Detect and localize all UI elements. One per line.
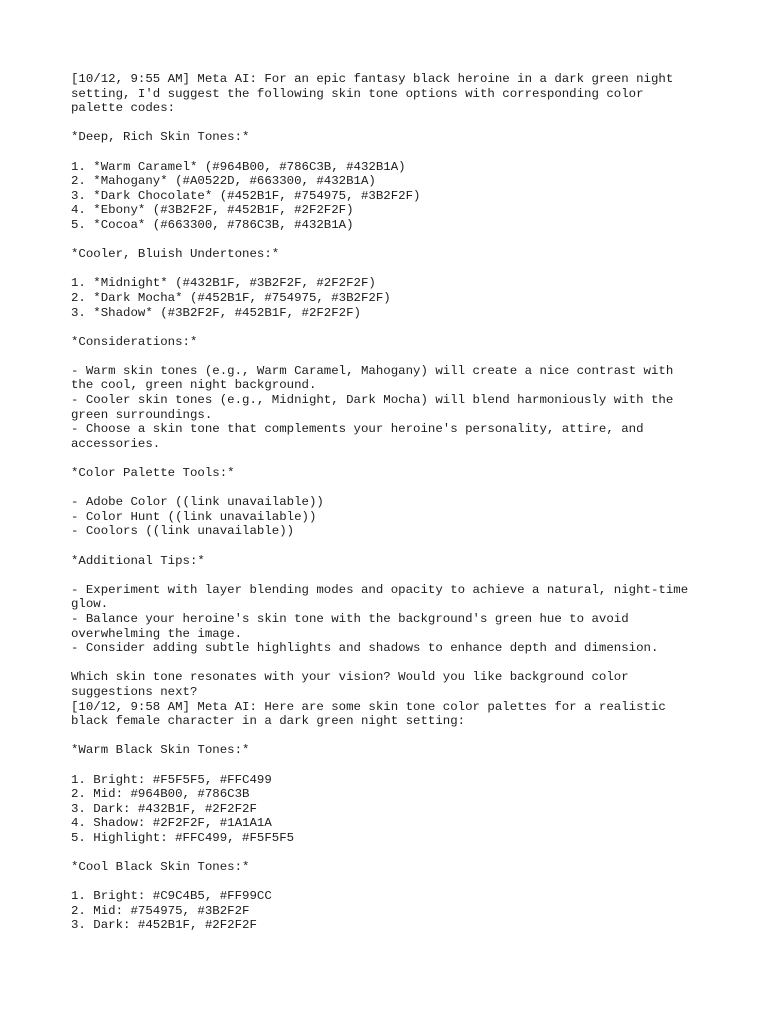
text-line: 3. *Shadow* (#3B2F2F, #452B1F, #2F2F2F) xyxy=(71,305,361,320)
text-line: - Warm skin tones (e.g., Warm Caramel, Mahogany) will create a nice contrast with xyxy=(71,363,674,378)
text-line: palette codes: xyxy=(71,101,176,116)
text-line xyxy=(71,320,731,335)
text-line: glow. xyxy=(71,597,109,612)
text-line: 2. Mid: #754975, #3B2F2F xyxy=(71,903,250,918)
text-line: suggestions next? xyxy=(71,684,198,699)
text-line: 4. *Ebony* (#3B2F2F, #452B1F, #2F2F2F) xyxy=(71,203,354,218)
text-line: - Cooler skin tones (e.g., Midnight, Dark Mocha) will blend harmoniously with the xyxy=(71,393,674,408)
text-line: 1. *Warm Caramel* (#964B00, #786C3B, #432B1A) xyxy=(71,159,406,174)
text-line xyxy=(71,451,731,466)
text-line: *Considerations:* xyxy=(71,334,198,349)
text-line xyxy=(71,262,731,277)
text-line xyxy=(71,233,731,248)
text-line xyxy=(71,845,731,860)
text-line: - Color Hunt ((link unavailable)) xyxy=(71,509,317,524)
text-line: [10/12, 9:55 AM] Meta AI: For an epic fantasy black heroine in a dark green night xyxy=(71,72,674,86)
text-line: - Balance your heroine's skin tone with the background's green hue to avoid xyxy=(71,611,629,626)
text-line: 3. *Dark Chocolate* (#452B1F, #754975, #3B2F2F) xyxy=(71,188,421,203)
text-line xyxy=(71,539,731,554)
text-line: 3. Dark: #432B1F, #2F2F2F xyxy=(71,801,257,816)
text-line: *Cooler, Bluish Undertones:* xyxy=(71,247,280,262)
text-line: setting, I'd suggest the following skin tone options with corresponding color xyxy=(71,86,644,101)
document-page xyxy=(71,72,731,933)
text-line: 5. Highlight: #FFC499, #F5F5F5 xyxy=(71,830,295,845)
text-line: - Adobe Color ((link unavailable)) xyxy=(71,495,324,510)
text-line xyxy=(71,875,731,890)
text-line: 4. Shadow: #2F2F2F, #1A1A1A xyxy=(71,816,272,831)
text-line: 2. *Mahogany* (#A0522D, #663300, #432B1A) xyxy=(71,174,376,189)
text-line: *Warm Black Skin Tones:* xyxy=(71,743,250,758)
text-line: the cool, green night background. xyxy=(71,378,317,393)
text-line: black female character in a dark green night setting: xyxy=(71,714,466,729)
text-line: - Consider adding subtle highlights and shadows to enhance depth and dimension. xyxy=(71,641,659,656)
text-line xyxy=(71,481,731,496)
text-line: 2. Mid: #964B00, #786C3B xyxy=(71,787,250,802)
text-line: - Coolors ((link unavailable)) xyxy=(71,524,295,539)
text-line: 1. Bright: #F5F5F5, #FFC499 xyxy=(71,772,272,787)
text-line: 1. *Midnight* (#432B1F, #3B2F2F, #2F2F2F) xyxy=(71,276,376,291)
text-line: *Additional Tips:* xyxy=(71,553,205,568)
text-line: 1. Bright: #C9C4B5, #FF99CC xyxy=(71,889,272,904)
text-line: *Deep, Rich Skin Tones:* xyxy=(71,130,250,145)
text-line: 5. *Cocoa* (#663300, #786C3B, #432B1A) xyxy=(71,217,354,232)
text-line xyxy=(71,116,731,131)
text-line: green surroundings. xyxy=(71,407,213,422)
text-line: Which skin tone resonates with your vision? Would you like background color xyxy=(71,670,629,685)
text-line xyxy=(71,145,731,160)
text-line: *Cool Black Skin Tones:* xyxy=(71,860,250,875)
text-line xyxy=(71,729,731,744)
text-line xyxy=(71,568,731,583)
text-line xyxy=(71,349,731,364)
text-line: - Experiment with layer blending modes and opacity to achieve a natural, night-time xyxy=(71,582,689,597)
text-line: - Choose a skin tone that complements your heroine's personality, attire, and xyxy=(71,422,644,437)
text-line xyxy=(71,656,731,671)
text-line: [10/12, 9:58 AM] Meta AI: Here are some skin tone color palettes for a realistic xyxy=(71,699,666,714)
text-line: accessories. xyxy=(71,436,161,451)
text-line: 2. *Dark Mocha* (#452B1F, #754975, #3B2F2F) xyxy=(71,290,391,305)
text-line xyxy=(71,758,731,773)
text-line: 3. Dark: #452B1F, #2F2F2F xyxy=(71,918,257,933)
text-line: overwhelming the image. xyxy=(71,626,243,641)
text-line: *Color Palette Tools:* xyxy=(71,466,235,481)
